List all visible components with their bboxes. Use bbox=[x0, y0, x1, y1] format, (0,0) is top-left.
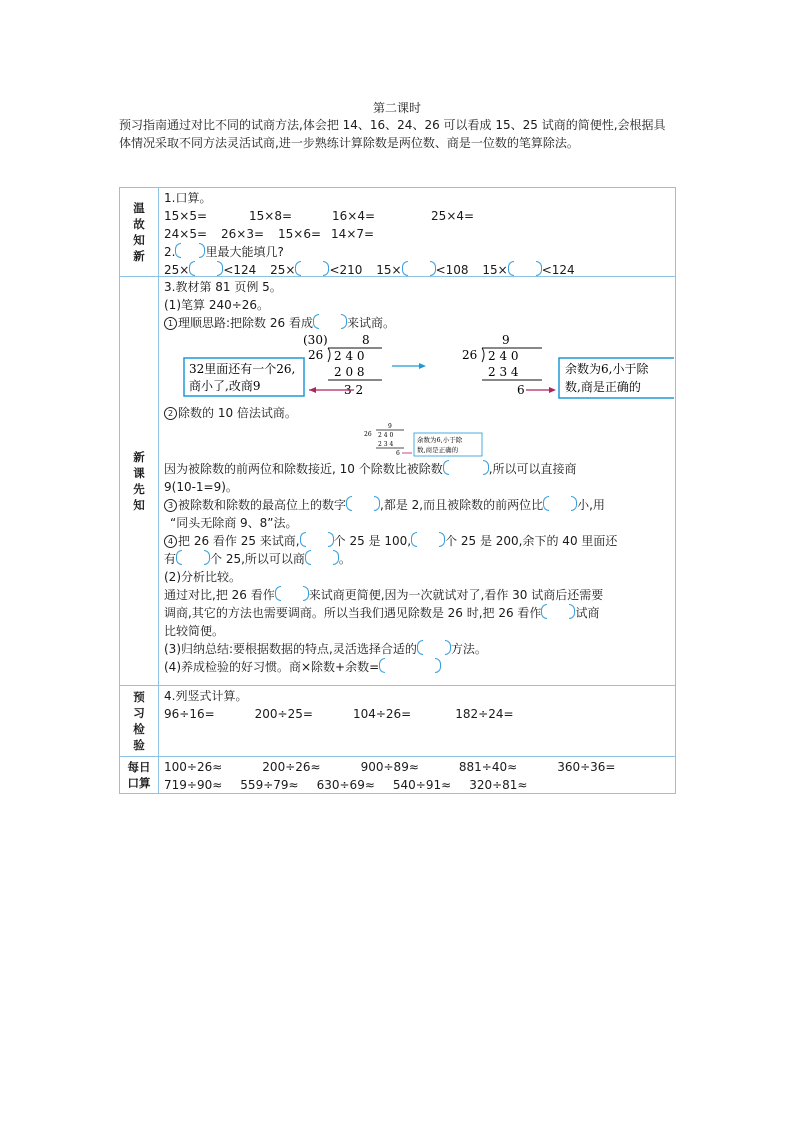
answer-blank[interactable] bbox=[402, 262, 436, 274]
answer-blank[interactable] bbox=[379, 659, 441, 671]
note-right-line2: 数,商是正确的 bbox=[565, 380, 641, 394]
small-note-line1: 余数为6,小于除 bbox=[417, 436, 463, 444]
trial-quotient: (30) bbox=[303, 333, 328, 347]
step2: 2 除数的 10 倍法试商。 bbox=[164, 404, 675, 422]
note-right-line1: 余数为6,小于除 bbox=[565, 362, 649, 376]
q4-title: 4.列竖式计算。 bbox=[164, 689, 248, 703]
answer-blank[interactable] bbox=[541, 605, 575, 617]
remainder-right: 6 bbox=[517, 383, 525, 397]
review-row bbox=[120, 188, 675, 276]
q1-row1: 15×5= 15×8= 16×4= 25×4= bbox=[164, 209, 475, 223]
small-division-diagram bbox=[164, 422, 674, 460]
answer-blank[interactable] bbox=[275, 587, 309, 599]
answer-blank[interactable] bbox=[313, 315, 347, 327]
step4-line2: 有 个 25,所以可以商 。 bbox=[164, 552, 351, 566]
quotient-right: 9 bbox=[502, 333, 510, 347]
long-division-diagram bbox=[164, 332, 674, 404]
step3-line2: “同头无除商 9、8”法。 bbox=[170, 516, 298, 530]
preview-check-label: 预习检验 bbox=[120, 686, 159, 756]
preview-check-content bbox=[159, 686, 675, 756]
step-marker: 2 bbox=[164, 407, 177, 420]
division-figure bbox=[164, 332, 675, 404]
q1-row2: 24×5= 26×3= 15×6= 14×7= bbox=[164, 227, 375, 241]
quotient-left: 8 bbox=[362, 333, 370, 347]
step-marker: 4 bbox=[164, 535, 177, 548]
daily-row2: 719÷90≈ 559÷79≈ 630÷69≈ 540÷91≈ 320÷81≈ bbox=[164, 778, 528, 792]
note-left-line1: 32里面还有一个26, bbox=[189, 362, 296, 376]
answer-blank[interactable] bbox=[411, 533, 445, 545]
divisor-left: 26 bbox=[308, 348, 324, 362]
q1-title: 1.口算。 bbox=[164, 191, 212, 205]
part1: (1)笔算 240÷26。 bbox=[164, 298, 270, 312]
daily-row bbox=[120, 756, 675, 793]
compare-line2: 调商,其它的方法也需要调商。所以当我们遇见除数是 26 时,把 26 看作 试商 bbox=[164, 606, 600, 620]
compare-line1: 通过对比,把 26 看作 来试商更简便,因为一次就试对了,看作 30 试商后还需要 bbox=[164, 588, 604, 602]
product-right: 2 3 4 bbox=[488, 365, 519, 379]
step4: 4 把 26 看作 25 来试商, 个 25 是 100, 个 25 是 200,余下的 40 里面还 bbox=[164, 532, 675, 550]
step1: 1 理顺思路:把除数 26 看成 来试商。 bbox=[164, 314, 675, 332]
answer-blank[interactable] bbox=[300, 533, 334, 545]
answer-blank[interactable] bbox=[443, 461, 489, 473]
review-content bbox=[159, 188, 675, 276]
step3: 3 被除数和除数的最高位上的数字 ,都是 2,而且被除数的前两位比 小,用 bbox=[164, 496, 675, 514]
step-marker: 1 bbox=[164, 317, 177, 330]
answer-blank[interactable] bbox=[508, 262, 542, 274]
division-figure-small bbox=[164, 422, 675, 460]
small-product: 2 3 4 bbox=[378, 441, 394, 448]
answer-blank[interactable] bbox=[417, 641, 451, 653]
compare-line3: 比较简便。 bbox=[164, 624, 225, 638]
small-quotient: 9 bbox=[388, 423, 392, 430]
dividend-left: 2 4 0 bbox=[334, 349, 365, 363]
answer-blank[interactable] bbox=[543, 497, 577, 509]
lesson-table bbox=[119, 187, 676, 794]
page-title: 第二课时 bbox=[372, 101, 421, 115]
new-lesson-content bbox=[159, 277, 675, 685]
daily-label: 每日口算 bbox=[120, 757, 159, 793]
new-lesson-row bbox=[120, 276, 675, 685]
dividend-right: 2 4 0 bbox=[488, 349, 519, 363]
daily-content bbox=[159, 757, 675, 793]
q2-title: 2. 里最大能填几? bbox=[164, 245, 284, 259]
part4: (4)养成检验的好习惯。商×除数+余数= bbox=[164, 658, 675, 676]
step2-detail2: 9(10-1=9)。 bbox=[164, 480, 238, 494]
divisor-right: 26 bbox=[462, 348, 478, 362]
answer-blank[interactable] bbox=[189, 262, 223, 274]
q3-title: 3.教材第 81 页例 5。 bbox=[164, 280, 282, 294]
small-note-line2: 数,商是正确的 bbox=[417, 446, 459, 454]
answer-blank[interactable] bbox=[175, 244, 205, 256]
daily-row1: 100÷26≈ 200÷26≈ 900÷89≈ 881÷40≈ 360÷36= bbox=[164, 760, 616, 774]
small-dividend: 2 4 0 bbox=[378, 432, 394, 439]
review-label: 温故知新 bbox=[120, 188, 159, 276]
part3: (3)归纳总结:要根据数据的特点,灵活选择合适的 方法。 bbox=[164, 642, 487, 656]
small-divisor: 26 bbox=[364, 431, 372, 438]
product-left: 2 0 8 bbox=[334, 365, 365, 379]
answer-blank[interactable] bbox=[176, 551, 210, 563]
step-marker: 3 bbox=[164, 499, 177, 512]
q2-items: 25× <124 25× <210 15× <108 15× <124 bbox=[164, 263, 575, 277]
preview-check-row bbox=[120, 685, 675, 756]
preview-guide: 预习指南通过对比不同的试商方法,体会把 14、16、24、26 可以看成 15、25 试商的简便性,会根据具体情况采取不同方法灵活试商,进一步熟练计算除数是两位数、商是一位数的笔算除法。 bbox=[119, 118, 666, 150]
new-lesson-label: 新课先知 bbox=[120, 277, 159, 685]
answer-blank[interactable] bbox=[305, 551, 339, 563]
q4-items: 96÷16= 200÷25= 104÷26= 182÷24= bbox=[164, 707, 514, 721]
remainder-left: 3 2 bbox=[344, 383, 364, 397]
step2-detail: 因为被除数的前两位和除数接近, 10 个除数比被除数 ,所以可以直接商 bbox=[164, 462, 577, 476]
part2: (2)分析比较。 bbox=[164, 570, 241, 584]
answer-blank[interactable] bbox=[346, 497, 380, 509]
small-remainder: 6 bbox=[396, 450, 400, 457]
answer-blank[interactable] bbox=[295, 262, 329, 274]
note-left-line2: 商小了,改商9 bbox=[189, 379, 261, 393]
